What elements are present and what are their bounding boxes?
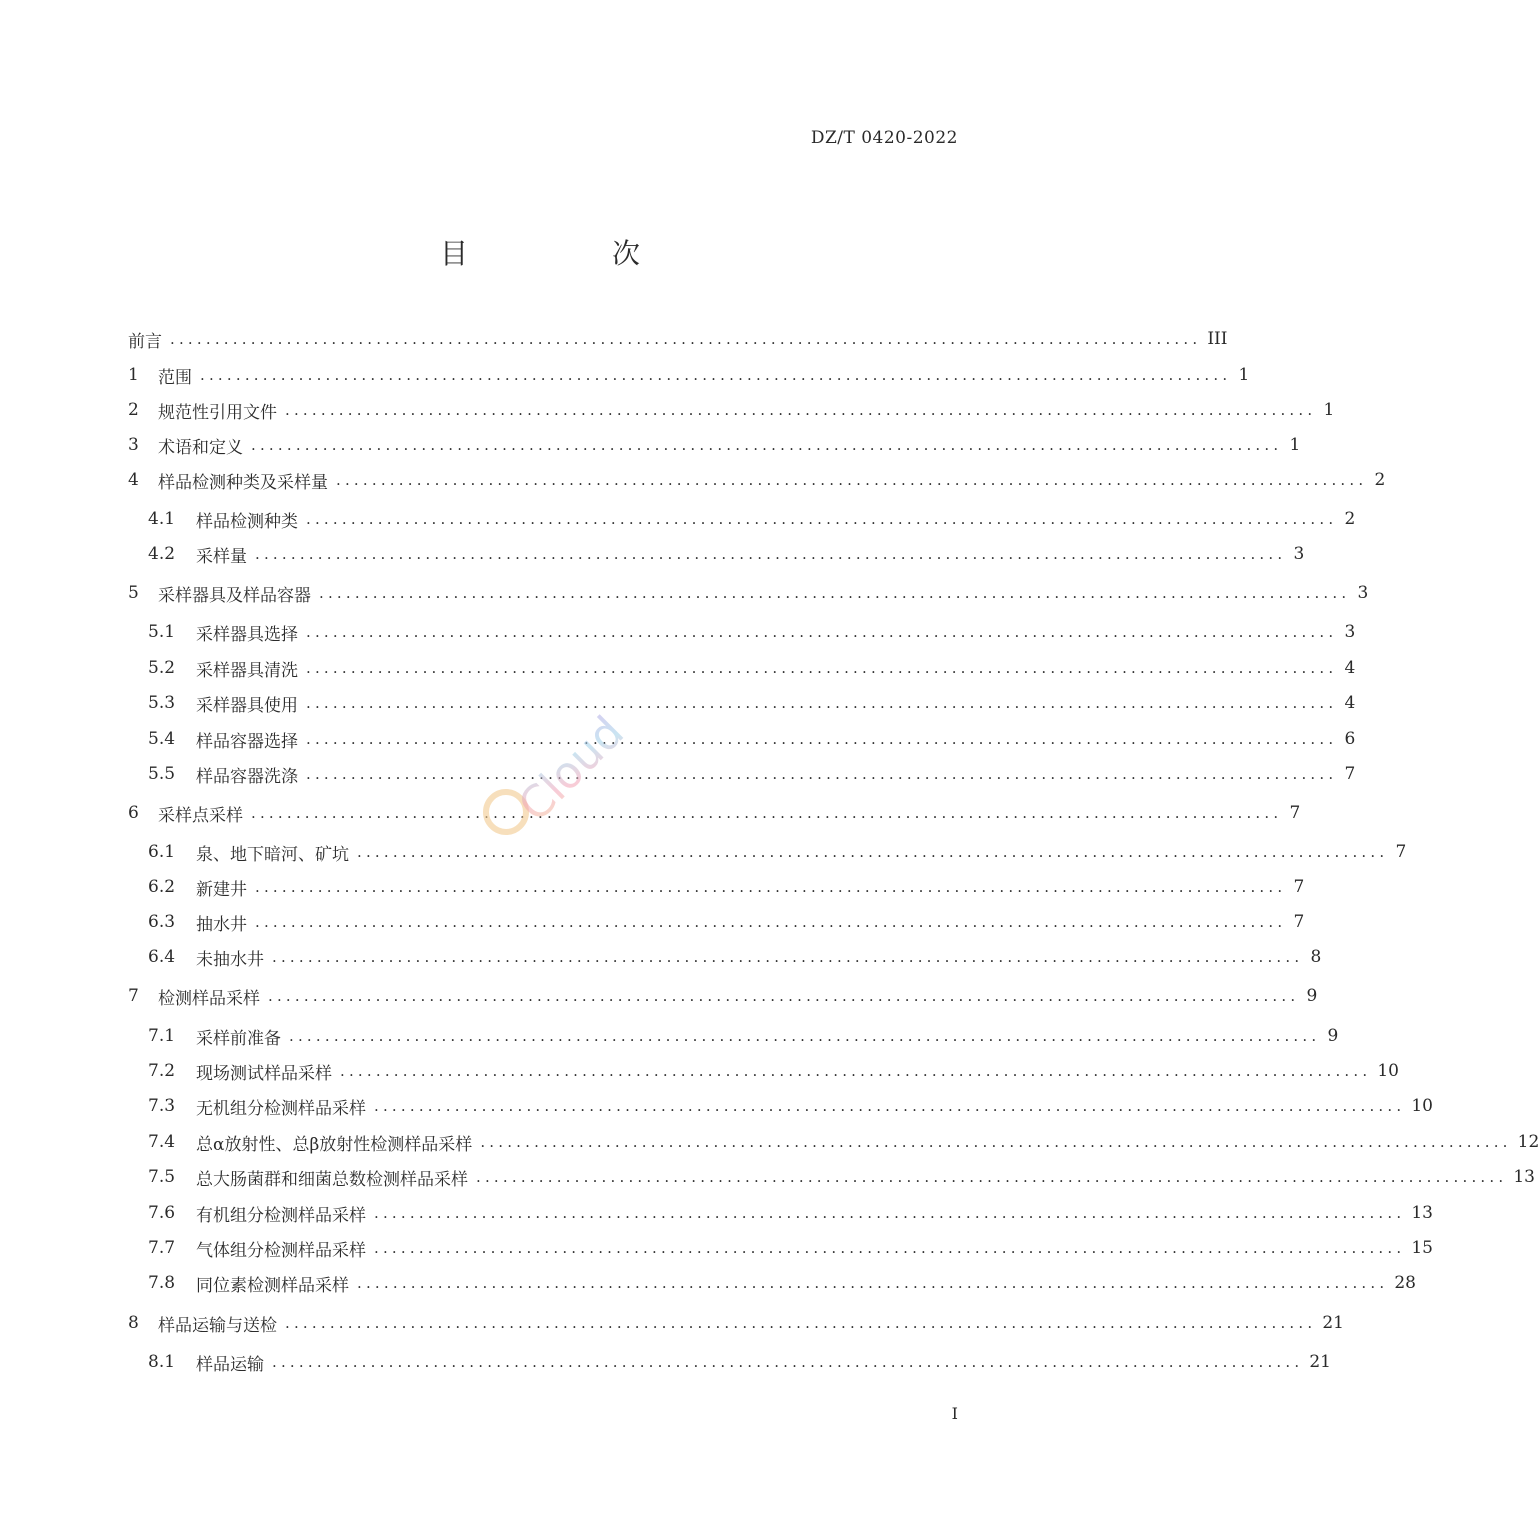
toc-entry-number: 7.5 xyxy=(148,1167,176,1187)
toc-entry[interactable] xyxy=(148,1093,1433,1119)
toc-entry-number: 6.2 xyxy=(148,877,176,897)
toc-entry-label: 样品检测种类 xyxy=(196,511,298,532)
toc-entry-label: 样品容器洗涤 xyxy=(196,766,298,787)
toc-entry-number: 6.4 xyxy=(148,947,176,967)
toc-entry-number: 5 xyxy=(128,583,139,603)
toc-dot-leader: ................................................................................................................... xyxy=(306,623,1338,641)
toc-dot-leader: ................................................................................................................... xyxy=(285,1314,1317,1332)
toc-entry-number: 8.1 xyxy=(148,1352,176,1372)
toc-dot-leader: ................................................................................................................... xyxy=(476,1168,1508,1186)
toc-entry-label: 未抽水井 xyxy=(196,949,264,970)
toc-entry-label: 样品运输与送检 xyxy=(158,1315,277,1336)
page-title: 目 次 xyxy=(439,237,698,270)
toc-entry-number: 6.1 xyxy=(148,842,176,862)
toc-entry[interactable] xyxy=(128,467,1386,493)
toc-entry[interactable] xyxy=(128,983,1318,1009)
toc-entry-number: 5.4 xyxy=(148,729,176,749)
toc-entry-page: 4 xyxy=(1344,658,1356,678)
toc-entry-page: 21 xyxy=(1309,1352,1331,1372)
toc-dot-leader: ................................................................................................................... xyxy=(336,471,1368,489)
document-code: DZ/T 0420-2022 xyxy=(810,128,958,148)
toc-dot-leader: ................................................................................................................... xyxy=(255,913,1287,931)
toc-entry-page: 9 xyxy=(1327,1026,1339,1046)
toc-entry[interactable] xyxy=(148,1235,1433,1261)
toc-dot-leader: ................................................................................................................... xyxy=(357,843,1389,861)
toc-dot-leader: ................................................................................................................... xyxy=(170,330,1202,348)
toc-entry-page: 7 xyxy=(1395,842,1407,862)
toc-entry-label: 采样前准备 xyxy=(196,1028,281,1049)
toc-dot-leader: ................................................................................................................... xyxy=(251,436,1283,454)
watermark-text: Cloud xyxy=(508,706,634,832)
toc-dot-leader: ................................................................................................................... xyxy=(374,1097,1406,1115)
toc-entry-number: 7.3 xyxy=(148,1096,176,1116)
toc-dot-leader: ................................................................................................................... xyxy=(319,584,1351,602)
toc-dot-leader: ................................................................................................................... xyxy=(272,1353,1304,1371)
toc-entry-label: 有机组分检测样品采样 xyxy=(196,1205,366,1226)
toc-entry[interactable] xyxy=(148,655,1356,681)
toc-entry-number: 7.8 xyxy=(148,1273,176,1293)
toc-entry-page: 1 xyxy=(1289,435,1301,455)
toc-entry[interactable] xyxy=(148,1270,1416,1296)
toc-entry[interactable] xyxy=(148,1023,1339,1049)
toc-entry-label: 总α放射性、总β放射性检测样品采样 xyxy=(196,1134,473,1155)
toc-entry-page: 28 xyxy=(1394,1273,1416,1293)
toc-entry[interactable] xyxy=(128,580,1369,606)
toc-entry[interactable] xyxy=(148,1129,1539,1155)
toc-entry[interactable] xyxy=(148,874,1305,900)
toc-entry-label: 样品检测种类及采样量 xyxy=(158,472,328,493)
toc-entry[interactable] xyxy=(128,432,1301,458)
toc-entry-page: 8 xyxy=(1310,947,1322,967)
toc-entry-page: 1 xyxy=(1323,400,1335,420)
toc-dot-leader: ................................................................................................................... xyxy=(306,659,1338,677)
toc-entry-page: 2 xyxy=(1374,470,1386,490)
toc-dot-leader: ................................................................................................................... xyxy=(306,694,1338,712)
toc-entry-page: 21 xyxy=(1322,1313,1344,1333)
toc-entry[interactable] xyxy=(128,362,1250,388)
toc-entry-number: 4.2 xyxy=(148,544,176,564)
toc-entry-label: 采样器具清洗 xyxy=(196,660,298,681)
toc-entry-number: 5.1 xyxy=(148,622,176,642)
toc-entry-page: 3 xyxy=(1344,622,1356,642)
toc-entry-page: 15 xyxy=(1411,1238,1433,1258)
toc-entry-label: 检测样品采样 xyxy=(158,988,260,1009)
toc-entry-number: 8 xyxy=(128,1313,139,1333)
toc-entry-number: 7.2 xyxy=(148,1061,176,1081)
toc-dot-leader: ................................................................................................................... xyxy=(285,401,1317,419)
toc-entry-number: 7 xyxy=(128,986,139,1006)
toc-entry-number: 6.3 xyxy=(148,912,176,932)
toc-entry[interactable] xyxy=(148,619,1356,645)
toc-entry-page: 10 xyxy=(1411,1096,1433,1116)
toc-entry-label: 采样器具及样品容器 xyxy=(158,585,311,606)
toc-entry[interactable] xyxy=(148,1164,1535,1190)
toc-entry-label: 现场测试样品采样 xyxy=(196,1063,332,1084)
toc-entry-page: 9 xyxy=(1306,986,1318,1006)
toc-entry-number: 5.3 xyxy=(148,693,176,713)
toc-dot-leader: ................................................................................................................... xyxy=(306,510,1338,528)
toc-entry-number: 7.1 xyxy=(148,1026,176,1046)
toc-entry-number: 5.5 xyxy=(148,764,176,784)
toc-entry-label: 范围 xyxy=(158,367,192,388)
toc-entry-label: 规范性引用文件 xyxy=(158,402,277,423)
toc-entry-number: 4.1 xyxy=(148,509,176,529)
toc-entry-label: 采样量 xyxy=(196,546,247,567)
toc-entry-number: 7.4 xyxy=(148,1132,176,1152)
toc-entry-page: III xyxy=(1207,329,1228,349)
toc-dot-leader: ................................................................................................................... xyxy=(200,366,1232,384)
toc-entry-page: 7 xyxy=(1293,877,1305,897)
toc-entry-label: 无机组分检测样品采样 xyxy=(196,1098,366,1119)
footer-page-number: I xyxy=(951,1404,958,1423)
toc-entry-label: 术语和定义 xyxy=(158,437,243,458)
toc-entry-label: 采样器具选择 xyxy=(196,624,298,645)
toc-entry-label: 采样器具使用 xyxy=(196,695,298,716)
toc-entry[interactable] xyxy=(128,1310,1344,1336)
toc-entry[interactable] xyxy=(148,1058,1399,1084)
toc-entry-label: 气体组分检测样品采样 xyxy=(196,1240,366,1261)
toc-entry[interactable] xyxy=(148,541,1305,567)
toc-entry[interactable] xyxy=(148,506,1356,532)
toc-entry-number: 6 xyxy=(128,803,139,823)
toc-dot-leader: ................................................................................................................... xyxy=(306,730,1338,748)
toc-entry-page: 4 xyxy=(1344,693,1356,713)
toc-entry-number: 2 xyxy=(128,400,139,420)
toc-dot-leader: ................................................................................................................... xyxy=(357,1274,1389,1292)
toc-entry-page: 10 xyxy=(1377,1061,1399,1081)
toc-entry[interactable] xyxy=(148,909,1305,935)
toc-dot-leader: ................................................................................................................... xyxy=(251,804,1283,822)
toc-entry-page: 13 xyxy=(1513,1167,1535,1187)
toc-dot-leader: ................................................................................................................... xyxy=(272,948,1304,966)
toc-dot-leader: ................................................................................................................... xyxy=(289,1027,1321,1045)
toc-entry-label: 新建井 xyxy=(196,879,247,900)
toc-entry-page: 6 xyxy=(1344,729,1356,749)
toc-entry-page: 12 xyxy=(1517,1132,1539,1152)
toc-entry-page: 7 xyxy=(1344,764,1356,784)
toc-entry-page: 2 xyxy=(1344,509,1356,529)
toc-entry[interactable] xyxy=(128,326,1228,352)
toc-entry-label: 样品运输 xyxy=(196,1354,264,1375)
toc-entry-label: 前言 xyxy=(128,331,162,352)
toc-entry-label: 总大肠菌群和细菌总数检测样品采样 xyxy=(196,1169,468,1190)
toc-entry-label: 泉、地下暗河、矿坑 xyxy=(196,844,349,865)
toc-entry-number: 3 xyxy=(128,435,139,455)
toc-entry-number: 7.6 xyxy=(148,1203,176,1223)
toc-entry-page: 7 xyxy=(1289,803,1301,823)
toc-entry[interactable] xyxy=(148,839,1407,865)
toc-entry-number: 4 xyxy=(128,470,139,490)
toc-dot-leader: ................................................................................................................... xyxy=(255,545,1287,563)
toc-entry[interactable] xyxy=(148,1200,1433,1226)
toc-entry[interactable] xyxy=(148,944,1322,970)
toc-entry-page: 3 xyxy=(1357,583,1369,603)
watermark-logo xyxy=(470,690,634,840)
toc-dot-leader: ................................................................................................................... xyxy=(306,765,1338,783)
toc-entry-page: 13 xyxy=(1411,1203,1433,1223)
toc-dot-leader: ................................................................................................................... xyxy=(480,1133,1512,1151)
toc-entry[interactable] xyxy=(128,397,1335,423)
toc-entry-page: 3 xyxy=(1293,544,1305,564)
toc-entry[interactable] xyxy=(148,1349,1331,1375)
toc-entry-number: 5.2 xyxy=(148,658,176,678)
toc-dot-leader: ................................................................................................................... xyxy=(255,878,1287,896)
toc-entry-label: 同位素检测样品采样 xyxy=(196,1275,349,1296)
toc-entry-page: 7 xyxy=(1293,912,1305,932)
toc-entry-label: 样品容器选择 xyxy=(196,731,298,752)
toc-entry-label: 采样点采样 xyxy=(158,805,243,826)
toc-dot-leader: ................................................................................................................... xyxy=(374,1239,1406,1257)
toc-entry-page: 1 xyxy=(1238,365,1250,385)
toc-dot-leader: ................................................................................................................... xyxy=(374,1204,1406,1222)
toc-dot-leader: ................................................................................................................... xyxy=(340,1062,1372,1080)
toc-entry-number: 7.7 xyxy=(148,1238,176,1258)
toc-entry-number: 1 xyxy=(128,365,139,385)
toc-entry-label: 抽水井 xyxy=(196,914,247,935)
toc-dot-leader: ................................................................................................................... xyxy=(268,987,1300,1005)
